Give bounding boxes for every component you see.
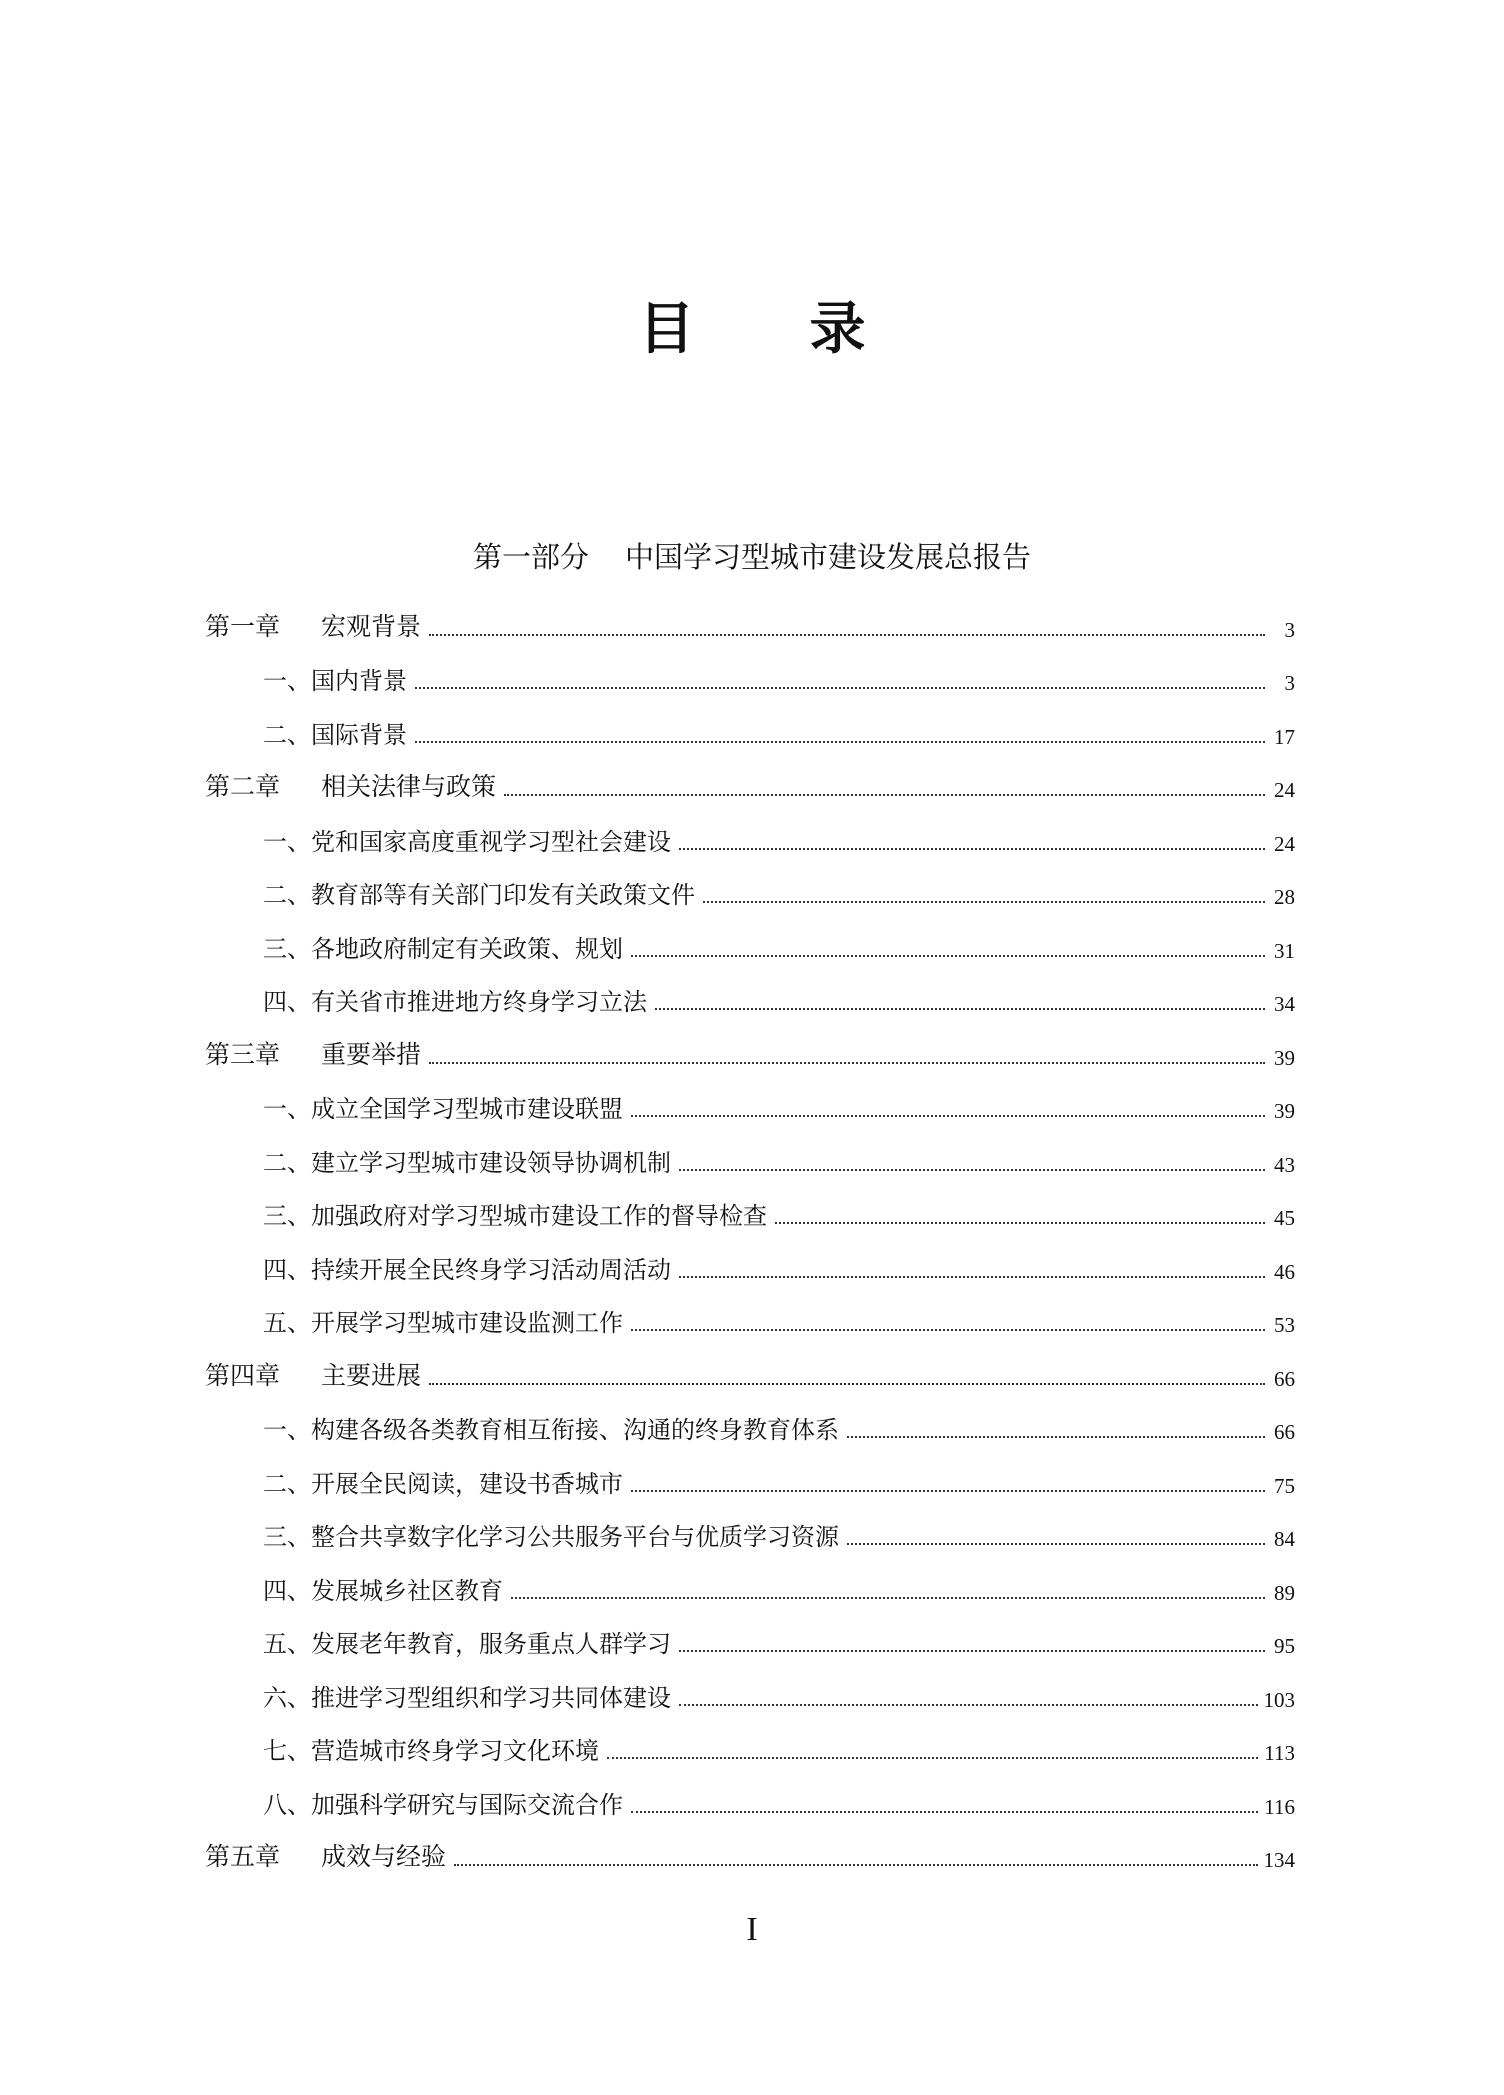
- toc-page-number: 66: [1274, 1420, 1295, 1444]
- part-name: 中国学习型城市建设发展总报告: [625, 540, 1032, 574]
- toc-entry-label: 四、发展城乡社区教育: [263, 1576, 503, 1605]
- toc-dot-leader: [847, 1543, 1265, 1545]
- page-title: [0, 295, 1504, 365]
- toc-dot-leader: [429, 634, 1265, 636]
- toc-page-number: 103: [1263, 1687, 1295, 1712]
- toc-dot-leader: [679, 1650, 1265, 1652]
- toc-dot-leader: [504, 794, 1265, 796]
- toc-page-number: 89: [1274, 1580, 1295, 1605]
- toc-dot-leader: [429, 1062, 1265, 1064]
- toc-page-number: 17: [1274, 724, 1295, 749]
- toc-entry-label: 六、推进学习型组织和学习共同体建设: [263, 1683, 671, 1712]
- part-heading: [0, 537, 1504, 577]
- toc-section-entry: [205, 865, 1295, 919]
- toc-section-entry: [205, 811, 1295, 865]
- toc-chapter-entry: [205, 1346, 1295, 1400]
- toc-entry-label: 一、成立全国学习型城市建设联盟: [263, 1095, 623, 1123]
- toc-page-number: 116: [1264, 1794, 1295, 1819]
- toc-dot-leader: [775, 1222, 1265, 1224]
- toc-page-number: 3: [1284, 671, 1295, 695]
- toc-entry-label: 二、开展全民阅读，建设书香城市: [263, 1469, 623, 1498]
- toc-chapter-number: 第四章: [205, 1360, 281, 1390]
- toc-section-entry: [205, 1774, 1295, 1828]
- toc-chapter-number: 第一章: [205, 611, 281, 641]
- toc-dot-leader: [415, 687, 1265, 689]
- toc-chapter-number: 第二章: [205, 772, 281, 801]
- toc-section-entry: [205, 1667, 1295, 1721]
- toc-section-entry: [205, 1614, 1295, 1668]
- toc-page-number: 43: [1274, 1152, 1295, 1177]
- toc-section-entry: [205, 1132, 1295, 1186]
- toc-page-number: 113: [1264, 1741, 1295, 1765]
- page-title-char-2: 录: [809, 297, 866, 362]
- toc-entry-label: 重要举措: [321, 1039, 422, 1069]
- toc-dot-leader: [847, 1436, 1265, 1438]
- toc-page-number: 24: [1274, 831, 1295, 856]
- toc-section-entry: [205, 651, 1295, 705]
- toc-dot-leader: [454, 1864, 1257, 1866]
- toc-chapter-entry: [205, 758, 1295, 812]
- toc-entry-label: 相关法律与政策: [321, 772, 497, 801]
- toc-chapter-entry: [205, 1025, 1295, 1079]
- toc-page-number: 45: [1274, 1206, 1295, 1230]
- toc-entry-label: 七、营造城市终身学习文化环境: [263, 1737, 599, 1765]
- toc-section-entry: [205, 1453, 1295, 1507]
- toc-dot-leader: [679, 1169, 1265, 1171]
- toc-entry-label: 五、开展学习型城市建设监测工作: [263, 1309, 623, 1337]
- toc-page-number: 75: [1274, 1473, 1295, 1498]
- toc-dot-leader: [679, 848, 1265, 850]
- table-of-contents: [205, 597, 1295, 1881]
- toc-page-number: 24: [1274, 778, 1295, 802]
- part-number: 第一部分: [472, 540, 589, 574]
- toc-section-entry: [205, 1560, 1295, 1614]
- toc-page-number: 134: [1263, 1848, 1295, 1872]
- toc-dot-leader: [655, 1008, 1265, 1010]
- toc-dot-leader: [679, 1704, 1258, 1706]
- toc-entry-label: 四、有关省市推进地方终身学习立法: [263, 988, 647, 1016]
- toc-section-entry: [205, 1079, 1295, 1133]
- toc-section-entry: [205, 1293, 1295, 1347]
- toc-section-entry: [205, 1186, 1295, 1240]
- toc-entry-label: 八、加强科学研究与国际交流合作: [263, 1790, 623, 1819]
- toc-page-number: 3: [1284, 617, 1295, 642]
- toc-dot-leader: [631, 1811, 1258, 1813]
- toc-dot-leader: [703, 901, 1265, 903]
- page-title-char-1: 目: [638, 297, 695, 362]
- toc-section-entry: [205, 704, 1295, 758]
- page-folio: I: [746, 1911, 758, 1948]
- toc-section-entry: [205, 972, 1295, 1026]
- toc-chapter-number: 第五章: [205, 1842, 281, 1871]
- toc-entry-label: 一、党和国家高度重视学习型社会建设: [263, 827, 671, 856]
- toc-dot-leader: [631, 1115, 1265, 1117]
- toc-section-entry: [205, 1400, 1295, 1454]
- toc-section-entry: [205, 918, 1295, 972]
- toc-dot-leader: [511, 1597, 1265, 1599]
- toc-page-number: 46: [1274, 1259, 1295, 1284]
- toc-dot-leader: [631, 1490, 1265, 1492]
- toc-entry-label: 三、整合共享数字化学习公共服务平台与优质学习资源: [263, 1523, 839, 1551]
- toc-entry-label: 宏观背景: [321, 611, 422, 641]
- toc-section-entry: [205, 1507, 1295, 1561]
- toc-entry-label: 成效与经验: [321, 1842, 447, 1871]
- toc-dot-leader: [429, 1383, 1265, 1385]
- toc-entry-label: 四、持续开展全民终身学习活动周活动: [263, 1255, 671, 1284]
- toc-dot-leader: [607, 1757, 1258, 1759]
- toc-entry-label: 一、构建各级各类教育相互衔接、沟通的终身教育体系: [263, 1416, 839, 1444]
- toc-dot-leader: [679, 1276, 1265, 1278]
- toc-page-number: 34: [1274, 992, 1295, 1016]
- toc-dot-leader: [631, 1329, 1265, 1331]
- toc-dot-leader: [631, 955, 1265, 957]
- toc-page-number: 39: [1274, 1099, 1295, 1123]
- toc-page-number: 39: [1274, 1045, 1295, 1070]
- toc-page-number: 95: [1274, 1634, 1295, 1658]
- toc-page-number: 28: [1274, 885, 1295, 909]
- toc-entry-label: 五、发展老年教育，服务重点人群学习: [263, 1630, 671, 1658]
- toc-page-number: 84: [1274, 1527, 1295, 1551]
- toc-dot-leader: [415, 741, 1265, 743]
- toc-entry-label: 三、加强政府对学习型城市建设工作的督导检查: [263, 1202, 767, 1230]
- toc-entry-label: 一、国内背景: [263, 667, 407, 695]
- toc-section-entry: [205, 1239, 1295, 1293]
- toc-entry-label: 二、建立学习型城市建设领导协调机制: [263, 1148, 671, 1177]
- toc-entry-label: 主要进展: [321, 1360, 422, 1390]
- toc-page-number: 31: [1274, 938, 1295, 963]
- toc-chapter-number: 第三章: [205, 1039, 281, 1069]
- toc-section-entry: [205, 1721, 1295, 1775]
- toc-chapter-entry: [205, 597, 1295, 651]
- toc-page-number: 53: [1274, 1313, 1295, 1337]
- toc-page-number: 66: [1274, 1366, 1295, 1391]
- toc-entry-label: 二、教育部等有关部门印发有关政策文件: [263, 881, 695, 909]
- toc-entry-label: 二、国际背景: [263, 720, 407, 749]
- toc-entry-label: 三、各地政府制定有关政策、规划: [263, 934, 623, 963]
- toc-chapter-entry: [205, 1828, 1295, 1882]
